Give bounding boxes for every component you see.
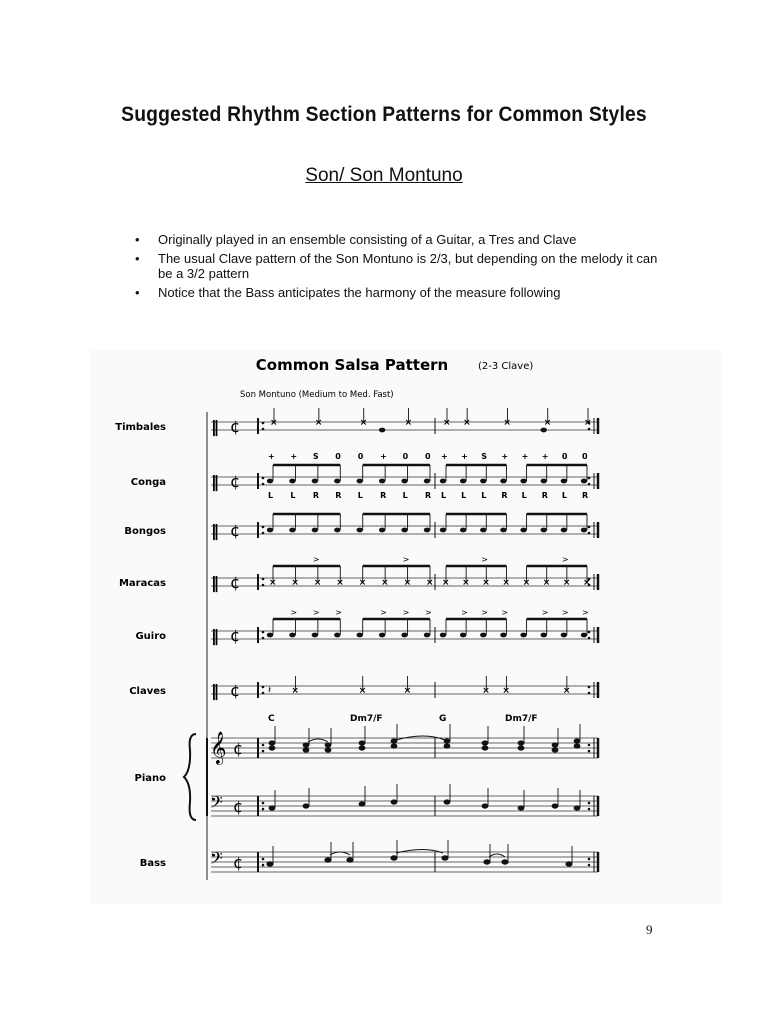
score-tempo: Son Montuno (Medium to Med. Fast) [240, 390, 394, 400]
notehead [500, 633, 506, 638]
accent-mark: > [402, 608, 410, 617]
cut-time-sign: ¢ [230, 472, 241, 491]
conga-stroke-bottom: L [481, 491, 487, 500]
notehead [312, 479, 318, 484]
page-subtitle: Son/ Son Montuno [305, 165, 463, 186]
repeat-dot [262, 750, 265, 753]
x-notehead: × [584, 418, 592, 428]
accent-mark: > [380, 608, 387, 617]
notehead [440, 528, 446, 533]
conga-stroke-top: 0 [402, 452, 409, 461]
conga-stroke-bottom: R [541, 491, 548, 500]
notehead [312, 633, 318, 638]
repeat-dot [262, 864, 265, 867]
conga-stroke-top: + [461, 452, 468, 461]
repeat-dot [262, 637, 265, 640]
conga-stroke-top: 0 [335, 452, 341, 461]
conga-stroke-bottom: L [357, 491, 363, 500]
conga-stroke-bottom: R [380, 491, 387, 500]
notehead [379, 528, 385, 533]
notehead [312, 528, 318, 533]
repeat-dot [588, 631, 591, 634]
x-notehead: × [403, 578, 412, 588]
percussion-clef: ‖ [211, 472, 219, 491]
notehead [482, 745, 489, 750]
conga-stroke-bottom: L [268, 491, 274, 500]
notehead [482, 740, 489, 745]
cut-time-sign: ¢ [230, 681, 241, 700]
notehead [480, 479, 486, 484]
sheet-music [90, 350, 722, 904]
notehead [401, 633, 407, 638]
notehead [520, 528, 526, 533]
notehead [574, 738, 581, 743]
conga-stroke-top: S [481, 452, 488, 461]
score-svg [90, 350, 722, 904]
notehead [379, 479, 385, 484]
accent-mark: > [481, 555, 488, 564]
repeat-dot [262, 532, 265, 535]
repeat-dot [588, 637, 591, 640]
conga-stroke-bottom: L [561, 491, 567, 500]
conga-stroke-top: 0 [582, 452, 588, 461]
x-notehead: × [270, 418, 278, 428]
conga-stroke-top: 0 [425, 452, 431, 461]
notehead [346, 857, 353, 862]
conga-stroke-bottom: R [335, 491, 342, 500]
notehead [482, 803, 489, 808]
notehead [460, 479, 466, 484]
x-notehead: × [358, 578, 367, 588]
repeat-dot [588, 864, 591, 867]
x-notehead: × [313, 578, 322, 588]
x-notehead: × [291, 578, 299, 588]
notehead [581, 633, 587, 638]
notehead [267, 479, 273, 484]
notehead [541, 633, 547, 638]
notehead [440, 633, 446, 638]
cut-time-sign: ¢ [230, 626, 241, 645]
x-notehead: × [442, 578, 450, 588]
x-notehead: × [482, 686, 490, 696]
notehead [444, 799, 451, 804]
repeat-dot [588, 686, 591, 689]
x-notehead: × [314, 418, 323, 428]
notehead [552, 747, 559, 752]
x-notehead: × [358, 686, 367, 696]
notehead [441, 855, 448, 860]
conga-stroke-bottom: L [441, 491, 447, 500]
conga-stroke-top: + [541, 452, 549, 461]
cut-time-sign: ¢ [233, 797, 244, 816]
repeat-dot [588, 808, 591, 811]
x-notehead: × [404, 418, 413, 428]
repeat-dot [262, 744, 265, 747]
notehead [289, 528, 295, 533]
conga-stroke-bottom: R [425, 491, 432, 500]
notehead [303, 742, 310, 747]
repeat-dot [588, 526, 591, 529]
notehead [574, 743, 581, 748]
notehead [391, 743, 398, 748]
conga-stroke-bottom: R [312, 491, 320, 500]
repeat-dot [262, 802, 265, 805]
cut-time-sign: ¢ [233, 739, 244, 758]
x-notehead: × [462, 578, 470, 588]
conga-stroke-bottom: L [461, 491, 467, 500]
notehead [357, 479, 363, 484]
notehead [289, 633, 295, 638]
repeat-dot [588, 858, 591, 861]
bullet-list [134, 232, 674, 304]
accent-mark: > [481, 608, 488, 617]
repeat-dot [262, 483, 265, 486]
notehead [359, 801, 366, 806]
notehead [325, 742, 332, 747]
notehead [541, 528, 547, 533]
notehead [581, 528, 587, 533]
repeat-dot [588, 477, 591, 480]
notehead [565, 861, 572, 866]
conga-stroke-bottom: R [582, 491, 589, 500]
conga-stroke-top: + [380, 452, 387, 461]
repeat-dot [588, 483, 591, 486]
repeat-dot [262, 584, 265, 587]
x-notehead: × [562, 686, 571, 696]
x-notehead: × [502, 686, 510, 696]
repeat-dot [588, 744, 591, 747]
accent-mark: > [402, 555, 410, 564]
repeat-dot [262, 686, 265, 689]
repeat-dot [588, 750, 591, 753]
cut-time-sign: ¢ [230, 573, 241, 592]
notehead [269, 745, 276, 750]
chord-symbol: Dm7/F [350, 714, 383, 724]
percussion-clef: ‖ [211, 573, 219, 592]
accent-mark: > [290, 608, 298, 617]
accent-mark: > [335, 608, 342, 617]
conga-stroke-top: + [290, 452, 298, 461]
repeat-dot [262, 858, 265, 861]
notehead [541, 479, 547, 484]
conga-stroke-bottom: L [521, 491, 527, 500]
bass-clef: 𝄢 [210, 792, 223, 816]
conga-stroke-top: + [268, 452, 275, 461]
notehead [581, 479, 587, 484]
cut-time-sign: ¢ [230, 521, 241, 540]
accent-mark: > [312, 555, 320, 564]
instrument-label: Bass [139, 858, 166, 869]
x-notehead: × [269, 578, 277, 588]
repeat-dot [262, 578, 265, 581]
piano-brace [184, 734, 196, 820]
notehead [518, 745, 525, 750]
x-notehead: × [336, 578, 344, 588]
accent-mark: > [561, 555, 569, 564]
notehead [520, 479, 526, 484]
instrument-label: Piano [134, 773, 166, 784]
score-clave-note: (2-3 Clave) [478, 361, 534, 372]
notehead [424, 633, 430, 638]
percussion-clef: ‖ [211, 681, 219, 700]
tie [396, 850, 443, 854]
notehead [266, 861, 273, 866]
notehead [561, 633, 567, 638]
notehead [483, 859, 490, 864]
notehead [334, 528, 340, 533]
notehead [334, 633, 340, 638]
instrument-label: Timbales [115, 422, 166, 433]
treble-clef: 𝄞 [210, 731, 227, 764]
bullet-item: • Notice that the Bass anticipates the harmony of the measure following [134, 285, 674, 300]
notehead [303, 803, 310, 808]
notehead [574, 805, 581, 810]
notehead [520, 633, 526, 638]
repeat-dot [588, 692, 591, 695]
x-notehead: × [522, 578, 531, 588]
accent-mark: > [561, 608, 569, 617]
conga-stroke-top: 0 [357, 452, 364, 461]
notehead [267, 528, 273, 533]
conga-stroke-bottom: L [402, 491, 408, 500]
notehead [390, 855, 397, 860]
notehead [269, 805, 276, 810]
notehead [359, 740, 366, 745]
bass-clef: 𝄢 [210, 848, 223, 872]
x-notehead: × [583, 578, 591, 588]
x-notehead: × [543, 418, 552, 428]
percussion-clef: ‖ [211, 626, 219, 645]
notehead [501, 859, 508, 864]
notehead [379, 428, 385, 433]
notehead [357, 528, 363, 533]
bullet-item: • The usual Clave pattern of the Son Montuno is 2/3, but depending on the melody it can be a 3/2 pattern [134, 251, 674, 281]
score-title: Common Salsa Pattern [255, 356, 449, 374]
chord-symbol: Dm7/F [505, 714, 538, 724]
x-notehead: × [381, 578, 389, 588]
conga-stroke-bottom: R [501, 491, 508, 500]
x-notehead: × [403, 686, 412, 696]
notehead [500, 479, 506, 484]
cut-time-sign: ¢ [233, 853, 244, 872]
notehead [357, 633, 363, 638]
tie [489, 854, 505, 857]
repeat-dot [262, 808, 265, 811]
notehead [324, 857, 331, 862]
chord-symbol: C [268, 714, 275, 724]
notehead [325, 747, 332, 752]
notehead [401, 528, 407, 533]
notehead [334, 479, 340, 484]
notehead [391, 738, 398, 743]
notehead [359, 745, 366, 750]
notehead [480, 528, 486, 533]
tie [330, 852, 350, 855]
page-number: 9 [646, 922, 653, 937]
cut-time-sign: ¢ [230, 417, 241, 436]
instrument-label: Conga [130, 477, 166, 488]
conga-stroke-top: + [501, 452, 509, 461]
x-notehead: × [463, 418, 471, 428]
x-notehead: × [503, 418, 511, 428]
repeat-dot [262, 477, 265, 480]
repeat-dot [262, 692, 265, 695]
notehead [541, 428, 547, 433]
notehead [269, 740, 276, 745]
notehead [303, 747, 310, 752]
accent-mark: > [501, 608, 509, 617]
notehead [561, 528, 567, 533]
repeat-dot [262, 526, 265, 529]
accent-mark: > [582, 608, 589, 617]
bullet-item: • Originally played in an ensemble consisting of a Guitar, a Tres and Clave [134, 232, 674, 247]
x-notehead: × [542, 578, 551, 588]
x-notehead: × [482, 578, 490, 588]
notehead [518, 740, 525, 745]
notehead [444, 743, 451, 748]
conga-stroke-top: + [441, 452, 448, 461]
conga-stroke-top: + [521, 452, 529, 461]
percussion-clef: ‖ [211, 521, 219, 540]
repeat-dot [588, 428, 591, 431]
score-body [115, 408, 598, 880]
notehead [424, 528, 430, 533]
accent-mark: > [461, 608, 468, 617]
rest: 𝄽 [268, 685, 272, 696]
x-notehead: × [291, 686, 299, 696]
instrument-label: Bongos [124, 526, 166, 537]
instrument-label: Maracas [118, 578, 166, 589]
notehead [440, 479, 446, 484]
x-notehead: × [502, 578, 510, 588]
notehead [267, 633, 273, 638]
notehead [379, 633, 385, 638]
accent-mark: > [312, 608, 320, 617]
notehead [518, 805, 525, 810]
page-title: Suggested Rhythm Section Patterns for Common Styles [121, 103, 647, 126]
accent-mark: > [425, 608, 432, 617]
tie [308, 739, 328, 742]
notehead [552, 803, 559, 808]
x-notehead: × [443, 418, 451, 428]
percussion-clef: ‖ [211, 417, 219, 436]
conga-stroke-top: 0 [561, 452, 568, 461]
repeat-dot [262, 631, 265, 634]
notehead [444, 738, 451, 743]
repeat-dot [588, 802, 591, 805]
conga-stroke-top: S [312, 452, 319, 461]
chord-symbol: G [439, 714, 447, 724]
conga-stroke-bottom: L [290, 491, 296, 500]
notehead [424, 479, 430, 484]
x-notehead: × [426, 578, 434, 588]
notehead [460, 528, 466, 533]
notehead [552, 742, 559, 747]
x-notehead: × [562, 578, 571, 588]
x-notehead: × [359, 418, 368, 428]
notehead [289, 479, 295, 484]
notehead [401, 479, 407, 484]
notehead [480, 633, 486, 638]
repeat-dot [588, 532, 591, 535]
notehead [391, 799, 398, 804]
accent-mark: > [541, 608, 549, 617]
instrument-label: Claves [129, 686, 166, 697]
notehead [500, 528, 506, 533]
repeat-dot [262, 428, 265, 431]
repeat-dot [262, 422, 265, 425]
notehead [460, 633, 466, 638]
instrument-label: Guiro [135, 631, 166, 642]
notehead [561, 479, 567, 484]
